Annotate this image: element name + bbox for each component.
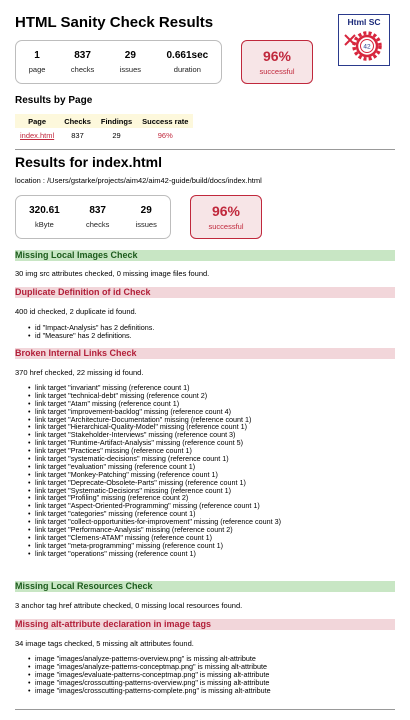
stat-label: kByte bbox=[35, 220, 54, 229]
list-item: • link target "Atam" missing (reference count 1) bbox=[28, 400, 281, 408]
duplicate-id-list bbox=[28, 324, 154, 340]
column-header: Page bbox=[15, 114, 59, 128]
list-item: • id "Measure" has 2 definitions. bbox=[28, 332, 154, 340]
list-item: • link target "Hierarchical-Quality-Model" missing (reference count 1) bbox=[28, 423, 281, 431]
list-item: • link target "Aspect-Oriented-Programming" missing (reference count 1) bbox=[28, 502, 281, 510]
logo-number: 42 bbox=[363, 43, 371, 51]
list-item: • link target "systematic-decisions" missing (reference count 1) bbox=[28, 455, 281, 463]
page-cell bbox=[15, 128, 59, 142]
duplicate-id-heading: Duplicate Definition of id Check bbox=[15, 287, 395, 298]
list-item: • link target "operations" missing (reference count 1) bbox=[28, 550, 281, 558]
list-item: • link target "technical-debt" missing (reference count 2) bbox=[28, 392, 281, 400]
stat-label: checks bbox=[85, 220, 110, 229]
list-item: • link target "collect-opportunities-for-improvement" missing (reference count 3) bbox=[28, 518, 281, 526]
file-location: location : /Users/gstarke/projects/aim42/aim42-guide/build/docs/index.html bbox=[15, 176, 262, 185]
list-item: • link target "meta-programming" missing (reference count 1) bbox=[28, 542, 281, 550]
stat-label: checks bbox=[70, 65, 95, 74]
list-item: • id "Impact-Analysis" has 2 definitions. bbox=[28, 324, 154, 332]
stat-value: 0.661sec bbox=[166, 50, 209, 61]
broken-links-summary: 370 href checked, 22 missing id found. bbox=[15, 368, 144, 377]
missing-alt-summary: 34 image tags checked, 5 missing alt attributes found. bbox=[15, 639, 194, 648]
list-item: • link target "Practices" missing (reference count 1) bbox=[28, 447, 281, 455]
list-item: • link target "invariant" missing (reference count 1) bbox=[28, 384, 281, 392]
list-item: • link target "Monkey-Patching" missing (reference count 1) bbox=[28, 471, 281, 479]
list-item: • link target "Deprecate-Obsolete-Parts" missing (reference count 1) bbox=[28, 479, 281, 487]
list-item: • image "images/evaluate-patterns-conceptmap.png" is missing alt-attribute bbox=[28, 671, 271, 679]
column-header: Findings bbox=[96, 114, 137, 128]
list-item: • image "images/analyze-patterns-overview.png" is missing alt-attribute bbox=[28, 655, 271, 663]
page-link[interactable]: index.html bbox=[20, 130, 55, 140]
list-item: • link target "Profiling" missing (reference count 2) bbox=[28, 494, 281, 502]
missing-alt-list bbox=[28, 655, 271, 694]
list-item: • link target "Architecture-Documentation" missing (reference count 1) bbox=[28, 416, 281, 424]
file-results-title: Results for index.html bbox=[15, 154, 163, 170]
missing-images-summary: 30 img src attributes checked, 0 missing image files found. bbox=[15, 269, 210, 278]
table-header-row bbox=[15, 114, 193, 128]
file-success-badge bbox=[190, 195, 262, 239]
list-item: • image "images/analyze-patterns-conceptmap.png" is missing alt-attribute bbox=[28, 663, 271, 671]
checks-cell: 837 bbox=[71, 130, 84, 140]
list-item: • link target "Systematic-Decisions" missing (reference count 1) bbox=[28, 487, 281, 495]
stat-value: 29 bbox=[124, 50, 136, 61]
stat-value: 320.61 bbox=[29, 205, 60, 216]
page-title: HTML Sanity Check Results bbox=[15, 14, 214, 31]
column-header: Success rate bbox=[137, 114, 193, 128]
list-item: • link target "Stakeholder-Interviews" missing (reference count 3) bbox=[28, 431, 281, 439]
list-item: • link target "Clemens-ATAM" missing (reference count 1) bbox=[28, 534, 281, 542]
divider bbox=[15, 149, 395, 150]
stat-value: 837 bbox=[74, 50, 91, 61]
list-item: • link target "categories" missing (reference count 1) bbox=[28, 510, 281, 518]
duplicate-id-summary: 400 id checked, 2 duplicate id found. bbox=[15, 307, 137, 316]
stat-value: 1 bbox=[34, 50, 40, 61]
results-by-page-title: Results by Page bbox=[15, 95, 93, 106]
stat-issues bbox=[120, 50, 141, 74]
stat-label: issues bbox=[135, 220, 157, 229]
success-value: 96% bbox=[211, 203, 241, 219]
stat-label: duration bbox=[173, 65, 201, 74]
table-row bbox=[15, 128, 193, 142]
success-badge bbox=[241, 40, 313, 84]
stat-value: 837 bbox=[89, 205, 106, 216]
column-header: Checks bbox=[59, 114, 96, 128]
stat-checks bbox=[71, 50, 94, 74]
list-item: • link target "improvement-backlog" missing (reference count 4) bbox=[28, 408, 281, 416]
htmlsc-logo bbox=[338, 14, 390, 66]
list-item: • image "images/crosscutting-patterns-overview.png" is missing alt-attribute bbox=[28, 679, 271, 687]
success-label: successful bbox=[259, 67, 295, 76]
summary-stats-box bbox=[15, 40, 222, 84]
stat-pages bbox=[29, 50, 46, 74]
broken-links-heading: Broken Internal Links Check bbox=[15, 348, 395, 359]
stat-label: issues bbox=[119, 65, 141, 74]
stat-size bbox=[29, 205, 60, 229]
stat-checks bbox=[86, 205, 109, 229]
missing-resources-summary: 3 anchor tag href attribute checked, 0 missing local resources found. bbox=[15, 601, 243, 610]
missing-images-heading: Missing Local Images Check bbox=[15, 250, 395, 261]
list-item: • link target "evaluation" missing (reference count 1) bbox=[28, 463, 281, 471]
success-value: 96% bbox=[262, 48, 292, 64]
logo-text: Html SC bbox=[347, 17, 381, 27]
stat-duration bbox=[166, 50, 208, 74]
findings-cell: 29 bbox=[112, 130, 121, 140]
list-item: • link target "Performance-Analysis" missing (reference count 2) bbox=[28, 526, 281, 534]
stat-label: page bbox=[28, 65, 46, 74]
gear-icon bbox=[343, 28, 387, 64]
file-stats-box bbox=[15, 195, 171, 239]
results-by-page-table bbox=[15, 114, 193, 142]
list-item: • image "images/crosscutting-patterns-complete.png" is missing alt-attribute bbox=[28, 687, 271, 695]
stat-value: 29 bbox=[140, 205, 152, 216]
stat-issues bbox=[136, 205, 157, 229]
missing-resources-heading: Missing Local Resources Check bbox=[15, 581, 395, 592]
bottom-divider bbox=[15, 709, 395, 710]
broken-links-list bbox=[28, 384, 281, 558]
rate-cell: 96% bbox=[157, 130, 173, 140]
missing-alt-heading: Missing alt-attribute declaration in image tags bbox=[15, 619, 395, 630]
list-item: • link target "Runtime-Artifact-Analysis" missing (reference count 5) bbox=[28, 439, 281, 447]
success-label: successful bbox=[208, 222, 244, 231]
